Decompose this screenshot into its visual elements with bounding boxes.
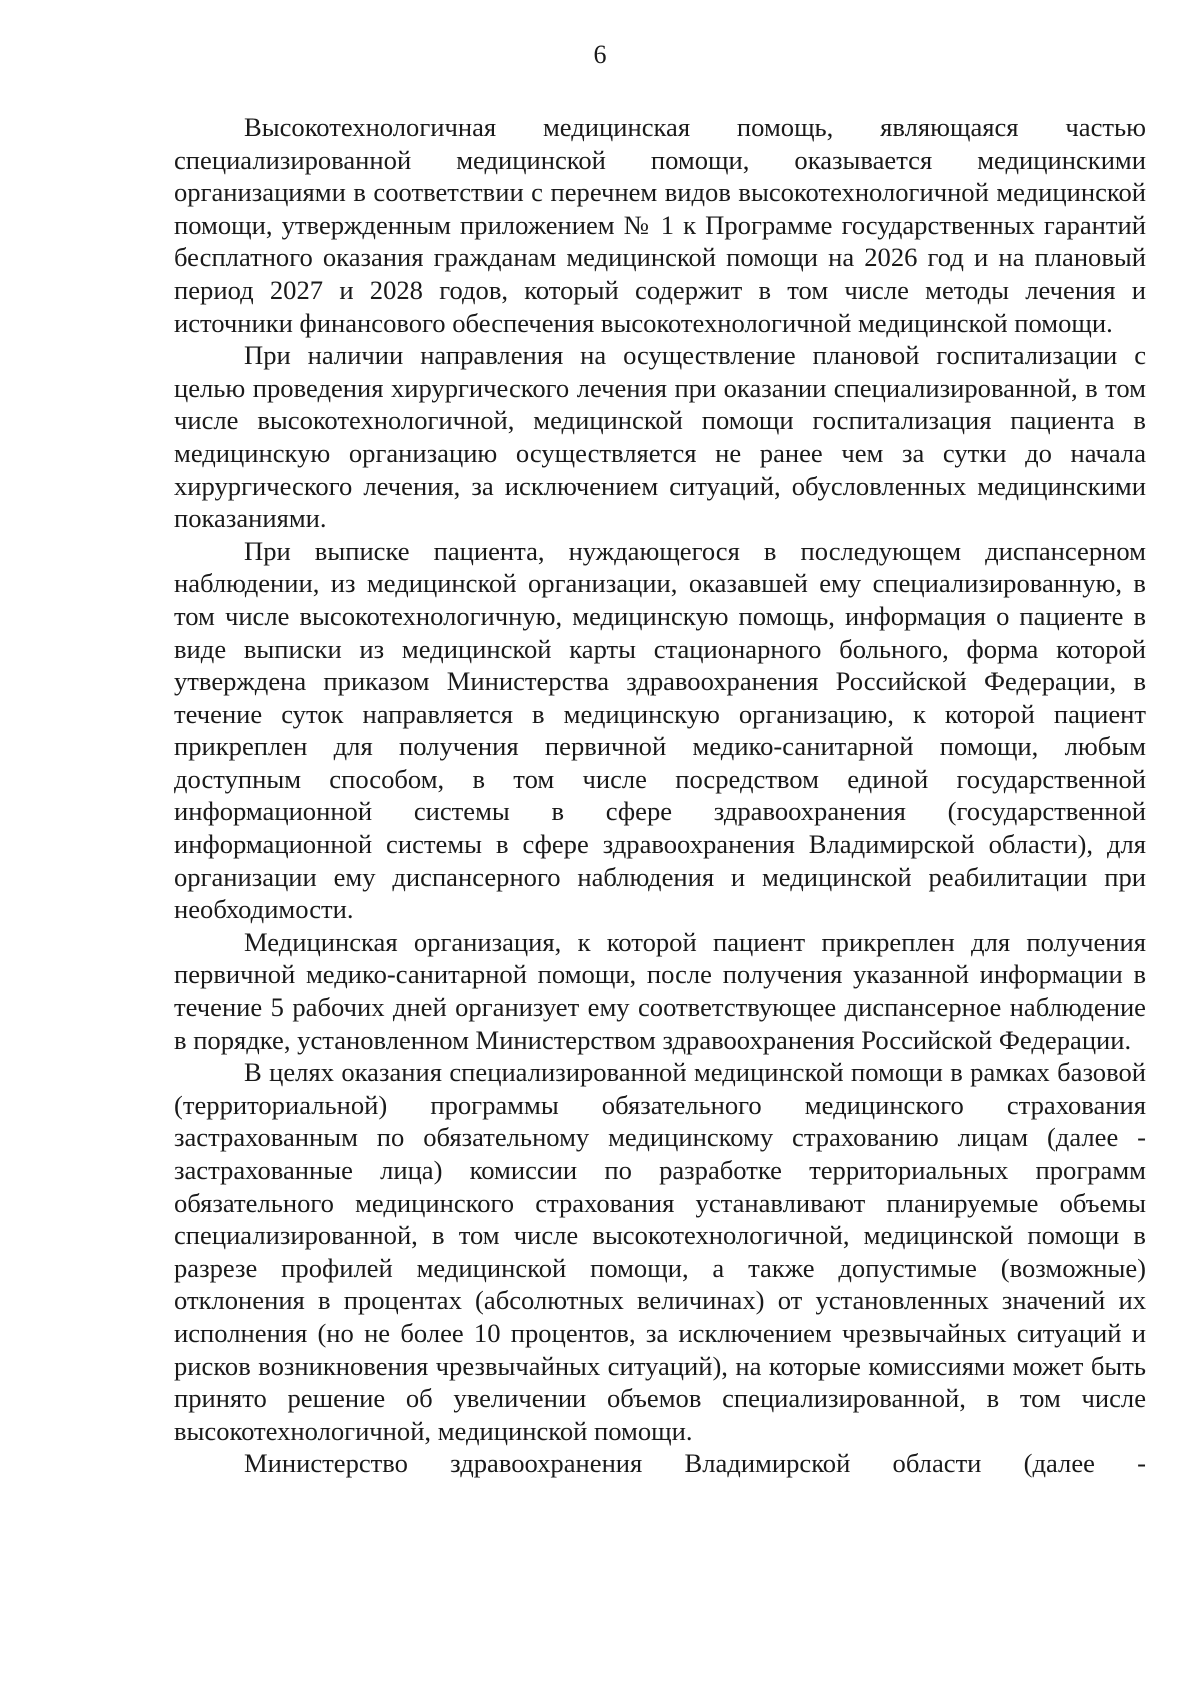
paragraph-patient-discharge: При выписке пациента, нуждающегося в последующем диспансерном наблюдении, из медицинской организации, оказавшей ему специализированную, в том числе высокотехнологичную, медицинскую помощь, информация о пациенте в виде выписки из медицинской карты стационарного больного, форма которой утверждена приказом Министерства здравоохранения Российской Федерации, в течение суток направляется в медицинскую организацию, к которой пациент прикреплен для получения первичной медико-санитарной помощи, любым доступным способом, в том числе посредством единой государственной информационной системы в сфере здравоохранения (государственной информационной системы в сфере здравоохранения Владимирской области), для организации ему диспансерного наблюдения и медицинской реабилитации при необходимости. [174, 535, 1146, 925]
paragraph-ministry-continued: Министерство здравоохранения Владимирской области (далее - [244, 1448, 1146, 1479]
paragraph-planned-volumes: В целях оказания специализированной медицинской помощи в рамках базовой (территориальной) программы обязательного медицинского страхования застрахованным по обязательному медицинскому страхованию лицам (далее - застрахованные лица) комиссии по разработке территориальных программ обязательного медицинского страхования устанавливают планируемые объемы специализированной, в том числе высокотехнологичной, медицинской помощи в разрезе профилей медицинской помощи, а также допустимые (возможные) отклонения в процентах (абсолютных величинах) от установленных значений их исполнения (но не более 10 процентов, за исключением чрезвычайных ситуаций и рисков возникновения чрезвычайных ситуаций), на которые комиссиями может быть принято решение об увеличении объемов специализированной, в том числе высокотехнологичной, медицинской помощи. [174, 1057, 1146, 1446]
document-body [174, 111, 1146, 1480]
paragraph-high-tech-care: Высокотехнологичная медицинская помощь, являющаяся частью специализированной медицинской помощи, оказывается медицинскими организациями в соответствии с перечнем видов высокотехнологичной медицинской помощи, утвержденным приложением № 1 к Программе государственных гарантий бесплатного оказания гражданам медицинской помощи на 2026 год и на плановый период 2027 и 2028 годов, который содержит в том числе методы лечения и источники финансового обеспечения высокотехнологичной медицинской помощи. [174, 112, 1146, 338]
page-number: 6 [593, 40, 607, 69]
paragraph-planned-hospitalization: При наличии направления на осуществление плановой госпитализации с целью проведения хирургического лечения при оказании специализированной, в том числе высокотехнологичной, медицинской помощи госпитализация пациента в медицинскую организацию осуществляется не ранее чем за сутки до начала хирургического лечения, за исключением ситуаций, обусловленных медицинскими показаниями. [174, 340, 1146, 534]
paragraph-dispensary-observation: Медицинская организация, к которой пациент прикреплен для получения первичной медико-санитарной помощи, после получения указанной информации в течение 5 рабочих дней организует ему соответствующее диспансерное наблюдение в порядке, установленном Министерством здравоохранения Российской Федерации. [174, 926, 1146, 1055]
